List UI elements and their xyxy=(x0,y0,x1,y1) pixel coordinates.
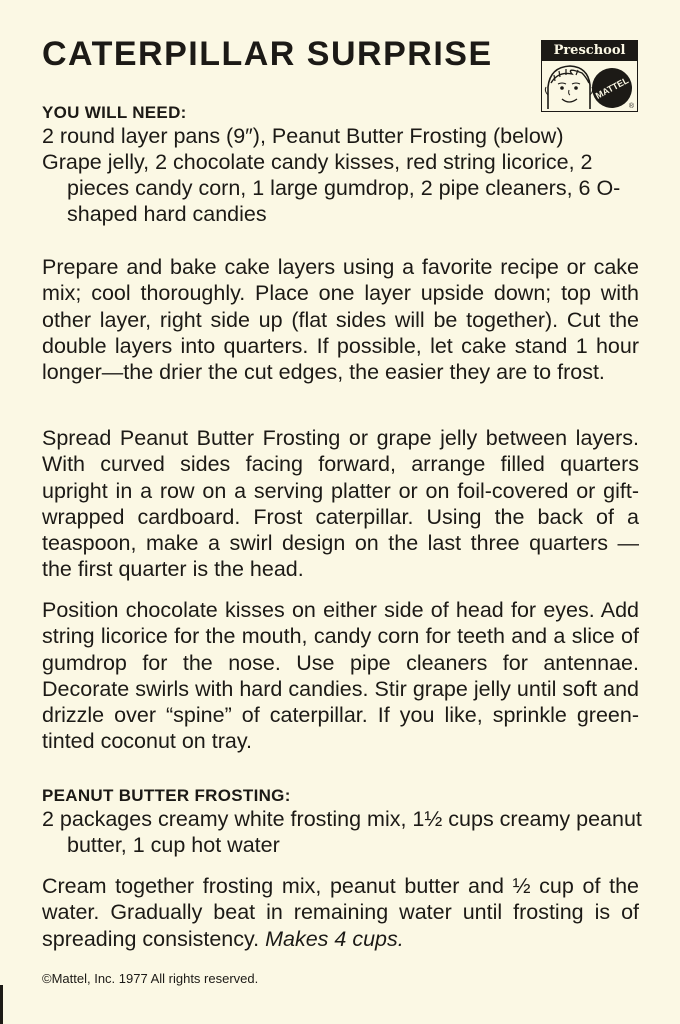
mattel-brand: MATTEL xyxy=(585,61,639,115)
frosting-ingredient-line: 2 packages creamy white frosting mix, 1½ cups creamy peanut butter, 1 cup hot water xyxy=(42,807,642,857)
frosting-ingredients xyxy=(42,806,642,858)
recipe-title: CATERPILLAR SURPRISE xyxy=(42,35,493,73)
frosting-yield: Makes 4 cups. xyxy=(265,926,404,951)
instruction-paragraph: Spread Peanut Butter Frosting or grape jelly between layers. With curved sides facing forward, arrange filled quarters upright in a row on a serving platter or on foil-covered or gift-wrapped cardboard. Frost caterpillar. Using the back of a teaspoon, make a swirl design on the last three quarters — the first quarter is the head. xyxy=(42,426,639,582)
frosting-method: Cream together frosting mix, peanut butter and ½ cup of the water. Gradually beat in remaining water until frosting is of spreading consistency. xyxy=(42,874,639,951)
copyright-notice: ©Mattel, Inc. 1977 All rights reserved. xyxy=(42,971,259,986)
card-edge-mark xyxy=(0,985,3,1024)
ingredients-heading: YOU WILL NEED: xyxy=(42,103,187,122)
ingredients-list xyxy=(42,123,642,227)
ingredient-line: 2 round layer pans (9″), Peanut Butter Frosting (below) xyxy=(42,124,564,148)
frosting-instruction xyxy=(42,873,639,952)
registered-mark: ® xyxy=(628,103,634,110)
instruction-paragraph: Position chocolate kisses on either side of head for eyes. Add string licorice for the mouth, candy corn for teeth and a slice of gumdrop for the nose. Use pipe cleaners for antennae. Decorate swirls with hard candies. Stir grape jelly until soft and drizzle over “spine” of caterpillar. If you like, sprinkle green-tinted coconut on tray. xyxy=(42,598,639,754)
instruction-paragraph: Prepare and bake cake layers using a favorite recipe or cake mix; cool thoroughly. Place one layer upside down; top with other layer, right side up (flat sides will be together). Cut the double layers into quarters. If possible, let cake stand 1 hour longer—the drier the cut edges, the easier they are to frost. xyxy=(42,255,639,385)
ingredient-line: Grape jelly, 2 chocolate candy kisses, red string licorice, 2 pieces candy corn, 1 large gumdrop, 2 pipe cleaners, 6 O-shaped hard candies xyxy=(42,150,621,226)
logo-band-label: Preschool xyxy=(542,41,637,61)
preschool-logo xyxy=(541,40,638,112)
frosting-heading: PEANUT BUTTER FROSTING: xyxy=(42,786,291,805)
